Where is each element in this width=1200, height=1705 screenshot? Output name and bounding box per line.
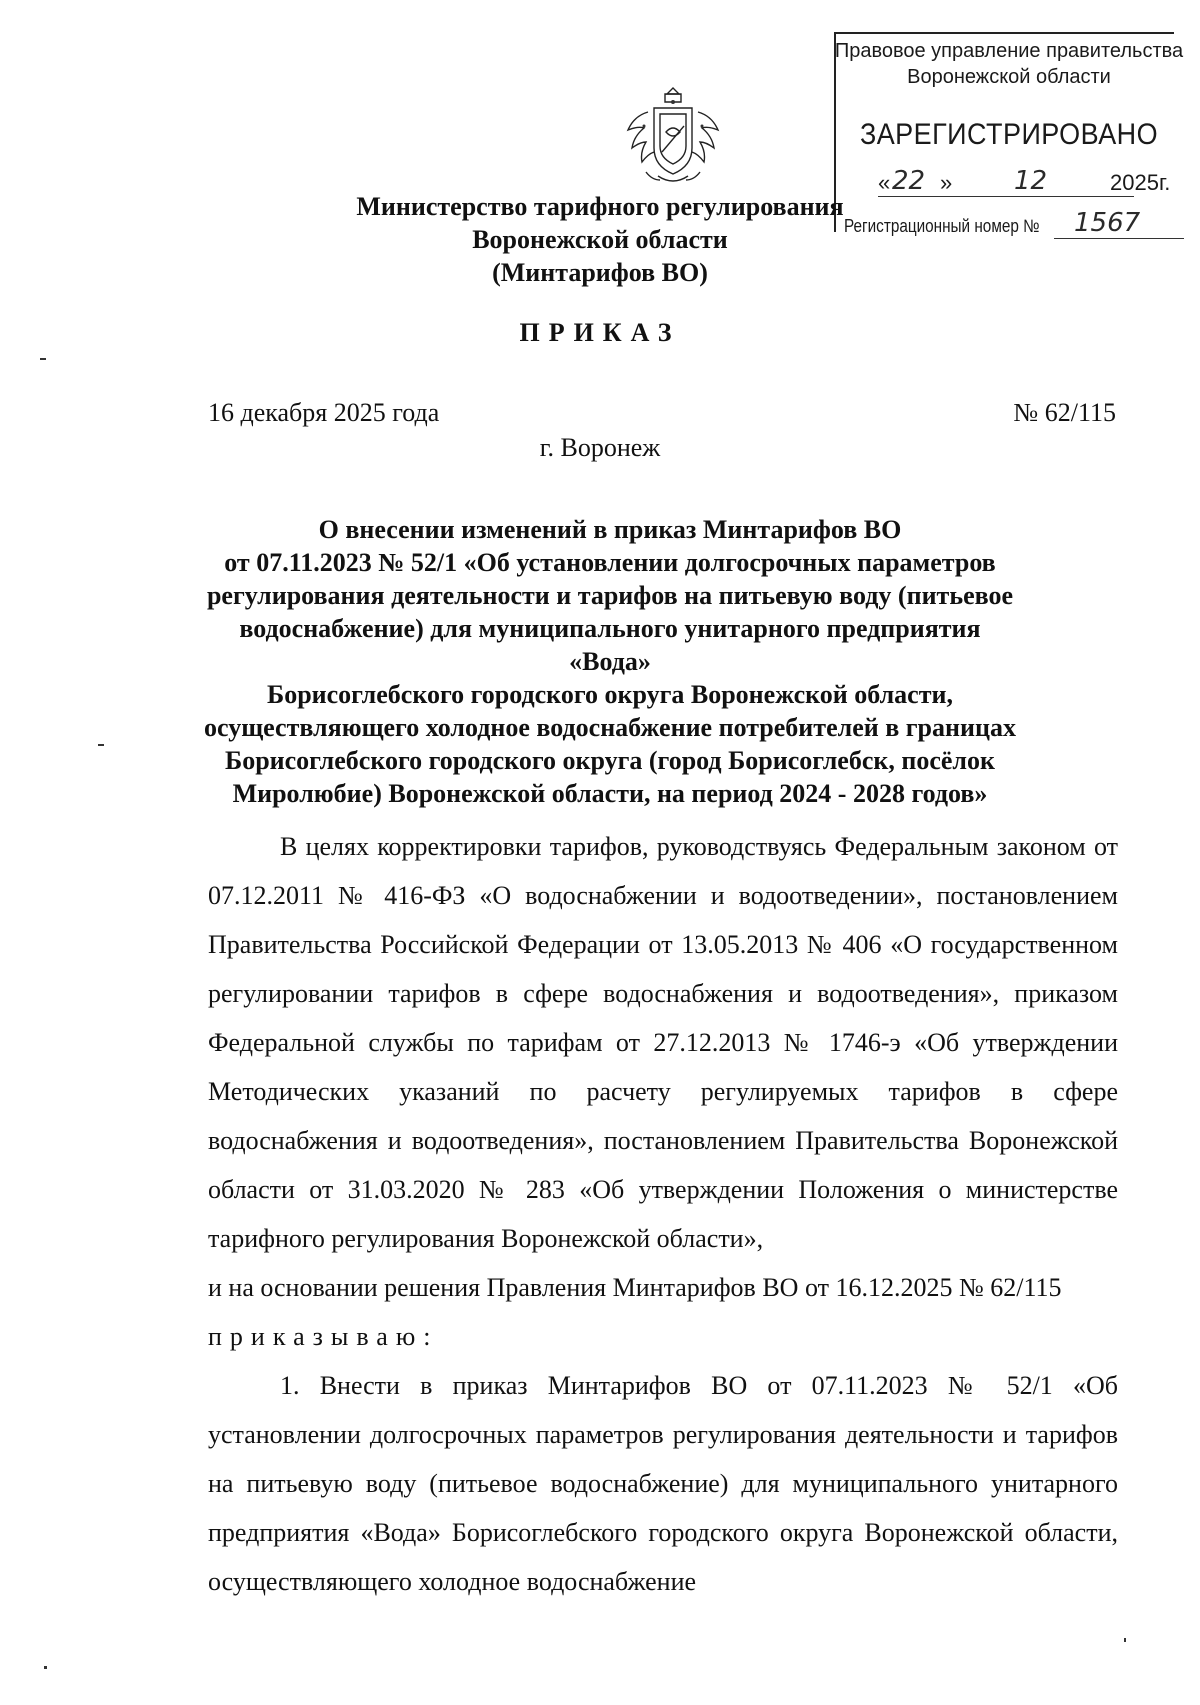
- ministry-name-line2: Воронежской области: [472, 225, 728, 254]
- subject-line: регулирования деятельности и тарифов на питьевую воду (питьевое: [206, 581, 1014, 610]
- stamp-reg-number-value: 1567: [1074, 208, 1141, 238]
- scan-mark: [98, 744, 104, 746]
- scan-mark: [40, 358, 46, 360]
- order-number: № 62/115: [1013, 398, 1116, 427]
- ministry-name-line1: Министерство тарифного регулирования: [356, 192, 844, 221]
- subject-line: осуществляющего холодное водоснабжение потребителей в границах: [204, 713, 1016, 742]
- stamp-authority-line1: Правовое управление правительства: [834, 40, 1184, 62]
- preamble-tail: и на основании решения Правления Минтарифов ВО от 16.12.2025 № 62/115: [208, 1273, 1062, 1302]
- subject-line: О внесении изменений в приказ Минтарифов ВО: [318, 515, 902, 544]
- subject-line: Борисоглебского городского округа (город Борисоглебск, посёлок: [225, 746, 995, 775]
- stamp-date-year: 2025г.: [1110, 170, 1171, 195]
- stamp-reg-number-label: Регистрационный номер №: [844, 216, 1040, 236]
- subject-line: водоснабжение) для муниципального унитарного предприятия «Вода»: [239, 614, 981, 676]
- stamp-border: [834, 32, 1174, 34]
- order-body: [208, 822, 1118, 1606]
- ministry-heading: [0, 190, 1200, 289]
- ministry-name-short: (Минтарифов ВО): [492, 258, 708, 287]
- stamp-status: ЗАРЕГИСТРИРОВАНО: [859, 118, 1159, 151]
- order-item-1: 1. Внести в приказ Минтарифов ВО от 07.11.2023 № 52/1 «Об установлении долгосрочных параметров регулирования деятельности и тарифов на питьевую воду (питьевое водоснабжение) для муниципального унитарного предприятия «Вода» Борисоглебского городского округа Воронежской области, осуществляющего холодное водоснабжение: [208, 1371, 1118, 1596]
- stamp-authority-line2: Воронежской области: [907, 66, 1111, 88]
- stamp-date-quote-open: «: [878, 170, 891, 195]
- order-city: г. Воронеж: [539, 433, 661, 462]
- stamp-date-quote-close: »: [940, 170, 953, 195]
- subject-line: Борисоглебского городского округа Воронежской области,: [267, 680, 953, 709]
- subject-line: Миролюбие) Воронежской области, на период 2024 - 2028 годов»: [232, 779, 988, 808]
- coat-of-arms-emblem: [618, 82, 728, 192]
- order-date: 16 декабря 2025 года: [208, 398, 440, 427]
- preamble-paragraph: В целях корректировки тарифов, руководствуясь Федеральным законом от 07.12.2011 № 416-ФЗ «О водоснабжении и водоотведении», постановлением Правительства Российской Федерации от 13.05.2013 № 406 «О государственном регулировании тарифов в сфере водоснабжения и водоотведения», приказом Федеральной службы по тарифам от 27.12.2013 № 1746-э «Об утверждении Методических указаний по расчету регулируемых тарифов в сфере водоснабжения и водоотведения», постановлением Правительства Воронежской области от 31.03.2020 № 283 «Об утверждении Положения о министерстве тарифного регулирования Воронежской области»,: [208, 832, 1118, 1253]
- scan-mark: [44, 1666, 47, 1669]
- order-verb: приказываю:: [208, 1322, 439, 1351]
- stamp-date-month: 12: [1014, 166, 1048, 196]
- stamp-date-day: 22: [892, 166, 926, 196]
- scan-mark: [1124, 1638, 1126, 1642]
- document-type-title: ПРИКАЗ: [519, 318, 681, 347]
- order-subject: [200, 513, 1020, 810]
- subject-line: от 07.11.2023 № 52/1 «Об установлении долгосрочных параметров: [224, 548, 996, 577]
